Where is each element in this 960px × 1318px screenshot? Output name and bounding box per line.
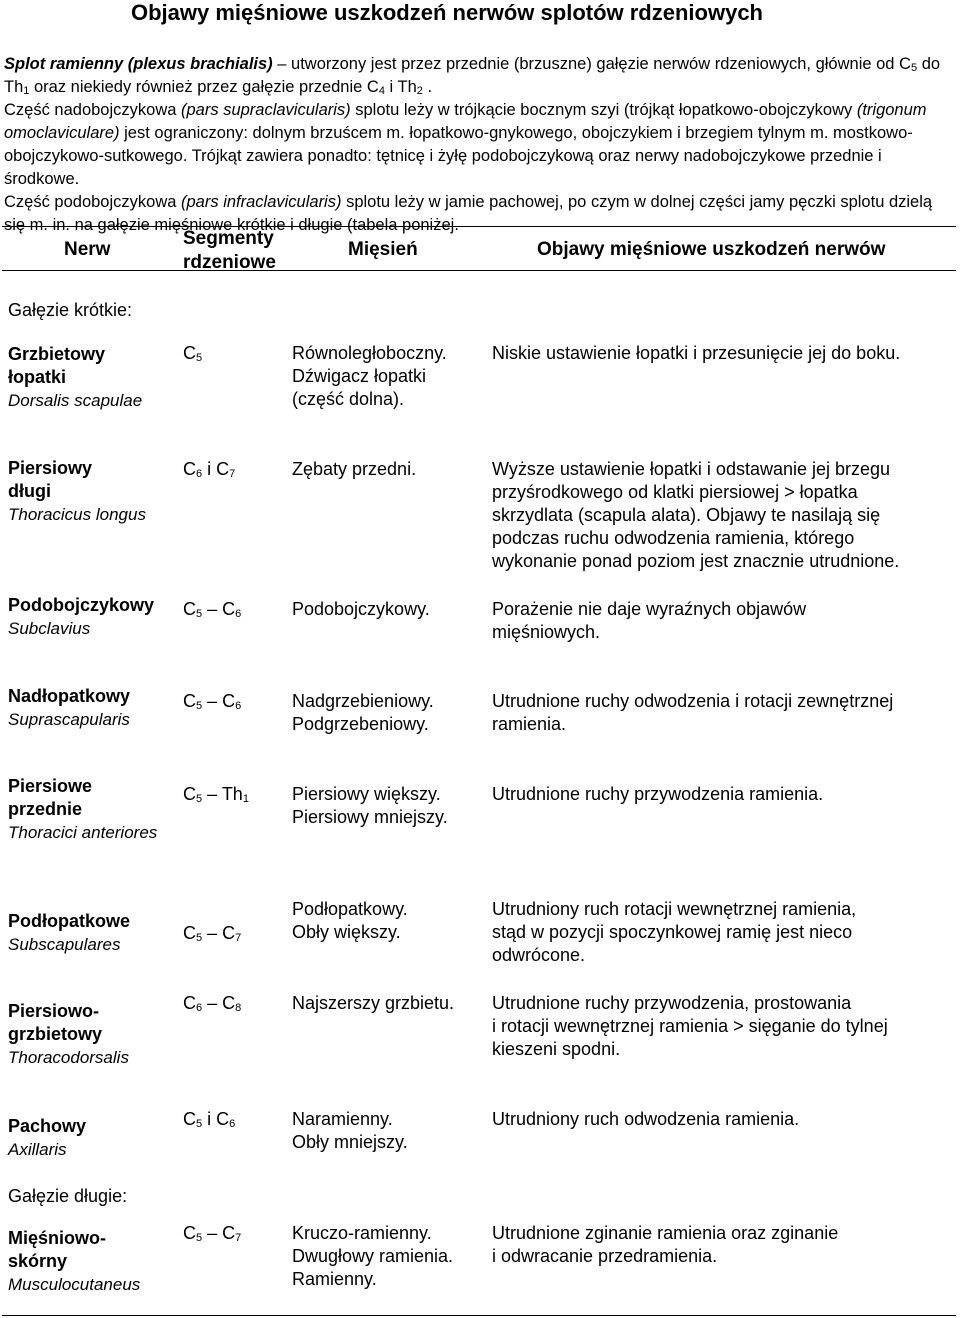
symptoms-cell xyxy=(492,690,893,736)
segment-subscript: 5 xyxy=(196,700,203,712)
nerve-latin: Subclavius xyxy=(8,619,91,638)
symptom-line: Utrudniony ruch odwodzenia ramienia. xyxy=(492,1109,800,1129)
symptom-line: i rotacji wewnętrznej ramienia > sięganie do tylnej xyxy=(492,1016,888,1036)
nerve-cell xyxy=(8,457,146,526)
segment-cell xyxy=(183,922,241,945)
muscle-cell xyxy=(292,690,434,736)
nerve-name: Grzbietowy xyxy=(8,344,106,364)
muscle-line: Naramienny. xyxy=(292,1109,393,1129)
muscle-cell xyxy=(292,342,447,411)
symptoms-cell xyxy=(492,783,823,806)
symptom-line: Niskie ustawienie łopatki i przesunięcie jej do boku. xyxy=(492,343,901,363)
muscle-cell xyxy=(292,898,408,944)
nerve-name: Podobojczykowy xyxy=(8,595,155,615)
muscle-line: Dwugłowy ramienia. xyxy=(292,1246,454,1266)
nerve-latin: Axillaris xyxy=(8,1140,67,1159)
table-top-rule xyxy=(2,226,956,227)
symptom-line: Utrudnione ruchy przywodzenia ramienia. xyxy=(492,784,824,804)
subscript: 1 xyxy=(23,85,30,97)
symptom-line: kieszeni spodni. xyxy=(492,1039,621,1059)
muscle-cell xyxy=(292,992,454,1015)
section-long-branches: Gałęzie długie: xyxy=(8,1186,128,1206)
segment-text: Th xyxy=(221,784,243,804)
segment-subscript: 6 xyxy=(235,608,242,620)
latin-term: (pars infraclavicularis) xyxy=(181,193,342,211)
symptom-line: podczas ruchu odwodzenia ramienia, którego xyxy=(492,528,855,548)
symptoms-cell xyxy=(492,898,856,967)
muscle-cell xyxy=(292,1108,408,1154)
nerve-name: Piersiowy xyxy=(8,458,93,478)
intro-text-span: . xyxy=(422,78,433,96)
segment-text: C xyxy=(183,599,196,619)
nerve-latin: Subscapulares xyxy=(8,935,121,954)
segment-subscript: 5 xyxy=(196,608,203,620)
header-segments-line: Segmenty xyxy=(183,228,274,249)
segment-text: C xyxy=(216,459,230,479)
segment-subscript: 5 xyxy=(196,352,203,364)
segment-cell xyxy=(183,690,241,713)
muscle-line: Równoległoboczny. xyxy=(292,343,447,363)
intro-paragraph-2 xyxy=(4,99,954,191)
table-bottom-rule xyxy=(2,1315,956,1316)
symptom-line: Utrudnione ruchy odwodzenia i rotacji zewnętrznej xyxy=(492,691,894,711)
segment-cell xyxy=(183,598,241,621)
symptoms-cell xyxy=(492,1222,838,1268)
symptom-line: i odwracanie przedramienia. xyxy=(492,1246,718,1266)
symptom-line: ramienia. xyxy=(492,714,567,734)
segment-text: C xyxy=(183,1223,196,1243)
intro-text-span: splotu leży w jamie pachowej, po czym w dolnej części jamy pęczki splotu dzielą się m. in. na gałęzie mięśniowe krótkie i długie (tabela poniżej. xyxy=(4,193,933,234)
symptom-line: odwrócone. xyxy=(492,945,586,965)
segment-subscript: 8 xyxy=(235,1002,242,1014)
segment-text: C xyxy=(183,343,196,363)
muscle-cell xyxy=(292,458,416,481)
segment-text: C xyxy=(183,784,196,804)
nerve-latin: Suprascapularis xyxy=(8,710,130,729)
intro-text-span: Część nadobojczykowa xyxy=(4,101,182,119)
segment-subscript: 6 xyxy=(229,1118,236,1130)
nerve-latin: Dorsalis scapulae xyxy=(8,391,143,410)
nerve-name: Podłopatkowe xyxy=(8,911,131,931)
segment-subscript: 5 xyxy=(196,793,203,805)
symptom-line: Wyższe ustawienie łopatki i odstawanie jej brzegu xyxy=(492,459,891,479)
segment-subscript: 5 xyxy=(196,1118,203,1130)
nerve-cell xyxy=(8,343,142,412)
segment-subscript: 5 xyxy=(196,932,203,944)
segment-cell xyxy=(183,783,249,806)
intro-paragraph-1 xyxy=(4,53,954,99)
segment-text: C xyxy=(183,1109,196,1129)
segment-text: C xyxy=(183,993,196,1013)
segment-text: C xyxy=(222,993,236,1013)
segment-cell xyxy=(183,992,241,1015)
segment-text: C xyxy=(183,923,196,943)
header-nerve: Nerw xyxy=(64,239,111,260)
intro-text-span: splotu leży w trójkącie bocznym szyi (trójkąt łopatkowo-obojczykowy xyxy=(350,101,857,119)
nerve-name: grzbietowy xyxy=(8,1024,103,1044)
muscle-line: Dźwigacz łopatki xyxy=(292,366,427,386)
muscle-cell xyxy=(292,783,448,829)
intro-text-span: do Th xyxy=(4,55,941,96)
header-muscle: Mięsień xyxy=(348,239,418,260)
nerve-name: długi xyxy=(8,481,51,501)
segment-text: i xyxy=(202,1109,217,1129)
segment-text: – xyxy=(202,784,222,804)
muscle-line: Podobojczykowy. xyxy=(292,599,430,619)
nerve-name: Mięśniowo- xyxy=(8,1228,106,1248)
muscle-line: (część dolna). xyxy=(292,389,405,409)
intro-paragraph-3 xyxy=(4,191,954,237)
page-title: Objawy mięśniowe uszkodzeń nerwów splotów rdzeniowych xyxy=(131,0,763,25)
intro-text-span: Część podobojczykowa xyxy=(4,193,182,211)
nerve-name: Piersiowe xyxy=(8,776,93,796)
nerve-latin: Thoracodorsalis xyxy=(8,1048,129,1067)
nerve-name: łopatki xyxy=(8,367,67,387)
nerve-name: przednie xyxy=(8,799,83,819)
intro-text-span: jest ograniczony: dolnym brzuścem m. łopatkowo-gnykowego, obojczykiem i brzegiem tylnym m. mostkowo-obojczykowo-sutkowego. Trójkąt zawiera ponadto: tętnicę i żyłę podobojczykową oraz nerwy nadobojczykowe przednie i środkowe. xyxy=(4,124,913,188)
muscle-line: Obły mniejszy. xyxy=(292,1132,408,1152)
muscle-line: Najszerszy grzbietu. xyxy=(292,993,455,1013)
header-symptoms: Objawy mięśniowe uszkodzeń nerwów xyxy=(537,239,886,260)
symptom-line: skrzydlata (scapula alata). Objawy te nasilają się xyxy=(492,505,881,525)
segment-subscript: 5 xyxy=(196,1232,203,1244)
muscle-line: Obły większy. xyxy=(292,922,401,942)
muscle-line: Kruczo-ramienny. xyxy=(292,1223,432,1243)
intro-lead: Splot ramienny (plexus brachialis) xyxy=(4,55,273,73)
segment-text: – xyxy=(202,993,223,1013)
nerve-latin: Musculocutaneus xyxy=(8,1275,141,1294)
muscle-cell xyxy=(292,598,430,621)
segment-text: – xyxy=(202,599,223,619)
header-bottom-rule xyxy=(2,270,956,271)
nerve-cell xyxy=(8,685,130,731)
latin-term: (trigonum omoclaviculare) xyxy=(4,101,927,142)
subscript: 5 xyxy=(910,62,918,74)
symptoms-cell xyxy=(492,342,900,365)
intro-text-span: – utworzony jest przez przednie (brzuszne) gałęzie nerwów rdzeniowych, głównie od C xyxy=(272,55,911,73)
segment-text: C xyxy=(183,459,196,479)
segment-subscript: 6 xyxy=(196,468,203,480)
muscle-line: Podłopatkowy. xyxy=(292,899,408,919)
nerve-latin: Thoracicus longus xyxy=(8,505,146,524)
subscript: 2 xyxy=(416,85,423,97)
segment-text: C xyxy=(216,1109,230,1129)
segment-cell xyxy=(183,1222,241,1245)
nerve-cell xyxy=(8,775,157,844)
muscle-line: Ramienny. xyxy=(292,1269,377,1289)
segment-text: – xyxy=(202,923,223,943)
nerve-name: Pachowy xyxy=(8,1116,87,1136)
intro-text-span: i Th xyxy=(384,78,417,96)
segment-cell xyxy=(183,1108,235,1131)
segment-subscript: 7 xyxy=(229,468,236,480)
segment-subscript: 7 xyxy=(235,932,242,944)
header-segments xyxy=(183,227,276,275)
section-short-branches: Gałęzie krótkie: xyxy=(8,300,133,320)
subscript: 4 xyxy=(378,85,385,97)
nerve-cell xyxy=(8,910,130,956)
segment-text: – xyxy=(202,691,223,711)
symptoms-cell xyxy=(492,598,806,644)
segment-text: C xyxy=(222,599,236,619)
symptom-line: Utrudnione ruchy przywodzenia, prostowania xyxy=(492,993,852,1013)
nerve-name: Piersiowo- xyxy=(8,1001,100,1021)
muscle-line: Nadgrzebieniowy. xyxy=(292,691,434,711)
nerve-cell xyxy=(8,594,154,640)
symptom-line: wykonanie ponad poziom jest znacznie utrudnione. xyxy=(492,551,900,571)
intro-text xyxy=(4,53,954,237)
nerve-cell xyxy=(8,1000,129,1069)
muscle-line: Zębaty przedni. xyxy=(292,459,417,479)
nerve-name: skórny xyxy=(8,1251,68,1271)
nerve-cell xyxy=(8,1115,86,1161)
segment-subscript: 7 xyxy=(235,1232,242,1244)
segment-subscript: 1 xyxy=(242,793,249,805)
segment-text: – xyxy=(202,1223,223,1243)
muscle-line: Podgrzebeniowy. xyxy=(292,714,429,734)
muscle-line: Piersiowy większy. xyxy=(292,784,441,804)
symptom-line: mięśniowych. xyxy=(492,622,601,642)
segment-text: C xyxy=(222,691,236,711)
symptom-line: przyśrodkowego od klatki piersiowej > łopatka xyxy=(492,482,858,502)
muscle-cell xyxy=(292,1222,453,1291)
latin-term: (pars supraclavicularis) xyxy=(181,101,351,119)
symptoms-cell xyxy=(492,992,888,1061)
segment-text: C xyxy=(183,691,196,711)
segment-subscript: 6 xyxy=(196,1002,203,1014)
muscle-line: Piersiowy mniejszy. xyxy=(292,807,448,827)
header-segments-line: rdzeniowe xyxy=(183,252,276,273)
segment-text: i xyxy=(202,459,217,479)
nerve-name: Nadłopatkowy xyxy=(8,686,131,706)
symptoms-cell xyxy=(492,1108,799,1131)
segment-subscript: 6 xyxy=(235,700,242,712)
intro-text-span: oraz niekiedy również przez gałęzie przednie C xyxy=(29,78,379,96)
segment-text: C xyxy=(222,1223,236,1243)
nerve-cell xyxy=(8,1227,140,1296)
symptoms-cell xyxy=(492,458,899,573)
symptom-line: Utrudniony ruch rotacji wewnętrznej ramienia, xyxy=(492,899,857,919)
segment-cell xyxy=(183,342,202,365)
symptom-line: Porażenie nie daje wyraźnych objawów xyxy=(492,599,807,619)
segment-cell xyxy=(183,458,235,481)
symptom-line: stąd w pozycji spoczynkowej ramię jest nieco xyxy=(492,922,853,942)
nerve-latin: Thoracici anteriores xyxy=(8,823,158,842)
segment-text: C xyxy=(222,923,236,943)
symptom-line: Utrudnione zginanie ramienia oraz zginanie xyxy=(492,1223,839,1243)
